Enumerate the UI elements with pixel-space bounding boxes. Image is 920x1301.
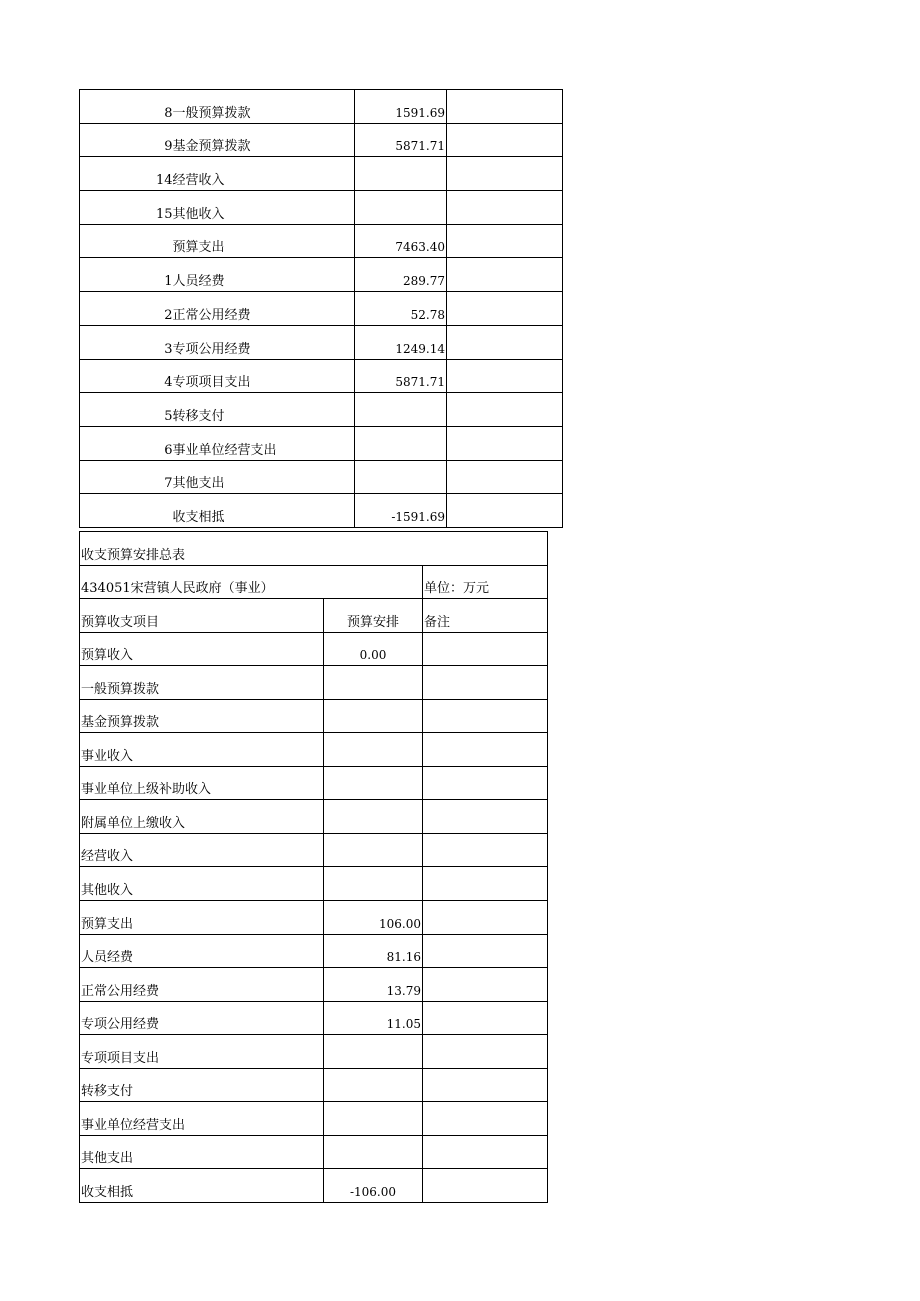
header-row <box>80 599 548 633</box>
row-name: 事业单位经营支出 <box>80 1102 324 1136</box>
row-amount <box>355 191 447 225</box>
row-amount <box>355 157 447 191</box>
row-amount <box>324 1068 423 1102</box>
row-amount <box>355 393 447 427</box>
table-row <box>80 292 563 326</box>
row-note <box>423 1135 548 1169</box>
row-note <box>447 224 563 258</box>
row-note <box>423 1169 548 1203</box>
row-name: 其他收入 <box>80 867 324 901</box>
table-row <box>80 733 548 767</box>
row-name: 转移支付 <box>80 1068 324 1102</box>
row-note <box>447 90 563 124</box>
row-amount: 289.77 <box>355 258 447 292</box>
header-amount: 预算安排 <box>324 599 423 633</box>
org-name: 434051宋营镇人民政府（事业） <box>80 565 423 599</box>
row-name: 事业单位上级补助收入 <box>80 766 324 800</box>
header-item: 预算收支项目 <box>80 599 324 633</box>
row-name: 经营收入 <box>173 157 355 191</box>
row-amount: 5871.71 <box>355 359 447 393</box>
row-name: 一般预算拨款 <box>173 90 355 124</box>
table-row <box>80 191 563 225</box>
row-note <box>447 157 563 191</box>
row-note <box>423 833 548 867</box>
table-row <box>80 1169 548 1203</box>
row-amount <box>324 867 423 901</box>
table-row <box>80 699 548 733</box>
table-row <box>80 1102 548 1136</box>
row-amount <box>355 460 447 494</box>
table-row <box>80 632 548 666</box>
row-name: 预算支出 <box>173 224 355 258</box>
row-note <box>447 494 563 528</box>
row-name: 专项项目支出 <box>173 359 355 393</box>
row-number: 2 <box>80 292 173 326</box>
row-amount <box>355 426 447 460</box>
row-name: 预算支出 <box>80 901 324 935</box>
row-number: 5 <box>80 393 173 427</box>
table-row <box>80 766 548 800</box>
row-number: 1 <box>80 258 173 292</box>
table-row <box>80 393 563 427</box>
row-number: 8 <box>80 90 173 124</box>
table-row <box>80 800 548 834</box>
row-name: 一般预算拨款 <box>80 666 324 700</box>
row-amount: 7463.40 <box>355 224 447 258</box>
row-name: 专项项目支出 <box>80 1035 324 1069</box>
table-row <box>80 934 548 968</box>
row-number: 6 <box>80 426 173 460</box>
row-amount <box>324 1035 423 1069</box>
row-amount: 13.79 <box>324 968 423 1002</box>
row-number: 3 <box>80 325 173 359</box>
row-name: 其他支出 <box>80 1135 324 1169</box>
row-name: 经营收入 <box>80 833 324 867</box>
row-amount: 5871.71 <box>355 123 447 157</box>
row-note <box>447 258 563 292</box>
table-title-row <box>80 532 548 566</box>
table-row <box>80 1035 548 1069</box>
table-row <box>80 224 563 258</box>
row-note <box>423 1102 548 1136</box>
row-number <box>80 224 173 258</box>
table-row <box>80 1068 548 1102</box>
row-amount: 106.00 <box>324 901 423 935</box>
row-amount: -1591.69 <box>355 494 447 528</box>
table-row <box>80 833 548 867</box>
row-note <box>447 292 563 326</box>
budget-summary-table <box>79 531 548 1203</box>
table-title: 收支预算安排总表 <box>80 532 548 566</box>
row-amount <box>324 1135 423 1169</box>
row-name: 事业单位经营支出 <box>173 426 355 460</box>
row-amount <box>324 733 423 767</box>
table-row <box>80 1001 548 1035</box>
table-row <box>80 867 548 901</box>
row-note <box>423 968 548 1002</box>
row-name: 基金预算拨款 <box>80 699 324 733</box>
table-row <box>80 901 548 935</box>
row-note <box>447 426 563 460</box>
row-name: 转移支付 <box>173 393 355 427</box>
row-amount <box>324 699 423 733</box>
row-note <box>423 733 548 767</box>
row-amount <box>324 800 423 834</box>
org-row <box>80 565 548 599</box>
table-row <box>80 426 563 460</box>
table-row <box>80 460 563 494</box>
unit-label: 单位：万元 <box>423 565 548 599</box>
table-row <box>80 494 563 528</box>
budget-table-continued <box>79 89 563 528</box>
row-amount <box>324 1102 423 1136</box>
row-note <box>423 632 548 666</box>
row-number: 4 <box>80 359 173 393</box>
row-note <box>423 699 548 733</box>
row-name: 正常公用经费 <box>80 968 324 1002</box>
header-note: 备注 <box>423 599 548 633</box>
table-row <box>80 123 563 157</box>
row-number <box>80 494 173 528</box>
row-name: 基金预算拨款 <box>173 123 355 157</box>
row-number: 9 <box>80 123 173 157</box>
row-note <box>447 191 563 225</box>
row-amount: 11.05 <box>324 1001 423 1035</box>
row-note <box>423 666 548 700</box>
row-note <box>423 901 548 935</box>
row-note <box>423 934 548 968</box>
row-number: 15 <box>80 191 173 225</box>
table-row <box>80 157 563 191</box>
table-row <box>80 359 563 393</box>
row-note <box>423 800 548 834</box>
budget-summary-table-body <box>80 532 548 1203</box>
row-note <box>447 123 563 157</box>
row-amount: 0.00 <box>324 632 423 666</box>
table-row <box>80 325 563 359</box>
row-amount <box>324 833 423 867</box>
row-name: 其他收入 <box>173 191 355 225</box>
table-row <box>80 90 563 124</box>
row-note <box>447 359 563 393</box>
row-note <box>423 766 548 800</box>
row-name: 收支相抵 <box>173 494 355 528</box>
row-name: 事业收入 <box>80 733 324 767</box>
row-name: 收支相抵 <box>80 1169 324 1203</box>
row-note <box>423 1068 548 1102</box>
row-name: 正常公用经费 <box>173 292 355 326</box>
row-name: 其他支出 <box>173 460 355 494</box>
row-note <box>423 1001 548 1035</box>
row-name: 人员经费 <box>80 934 324 968</box>
row-name: 附属单位上缴收入 <box>80 800 324 834</box>
row-note <box>423 1035 548 1069</box>
row-number: 7 <box>80 460 173 494</box>
row-amount: 1249.14 <box>355 325 447 359</box>
row-name: 人员经费 <box>173 258 355 292</box>
row-note <box>447 393 563 427</box>
budget-table-continued-body <box>80 90 563 528</box>
row-name: 专项公用经费 <box>80 1001 324 1035</box>
row-note <box>423 867 548 901</box>
row-note <box>447 325 563 359</box>
row-amount: -106.00 <box>324 1169 423 1203</box>
row-amount <box>324 766 423 800</box>
row-name: 预算收入 <box>80 632 324 666</box>
row-amount <box>324 666 423 700</box>
table-row <box>80 968 548 1002</box>
table-row <box>80 666 548 700</box>
row-amount: 52.78 <box>355 292 447 326</box>
row-note <box>447 460 563 494</box>
row-amount: 1591.69 <box>355 90 447 124</box>
row-amount: 81.16 <box>324 934 423 968</box>
row-number: 14 <box>80 157 173 191</box>
table-row <box>80 258 563 292</box>
table-row <box>80 1135 548 1169</box>
row-name: 专项公用经费 <box>173 325 355 359</box>
